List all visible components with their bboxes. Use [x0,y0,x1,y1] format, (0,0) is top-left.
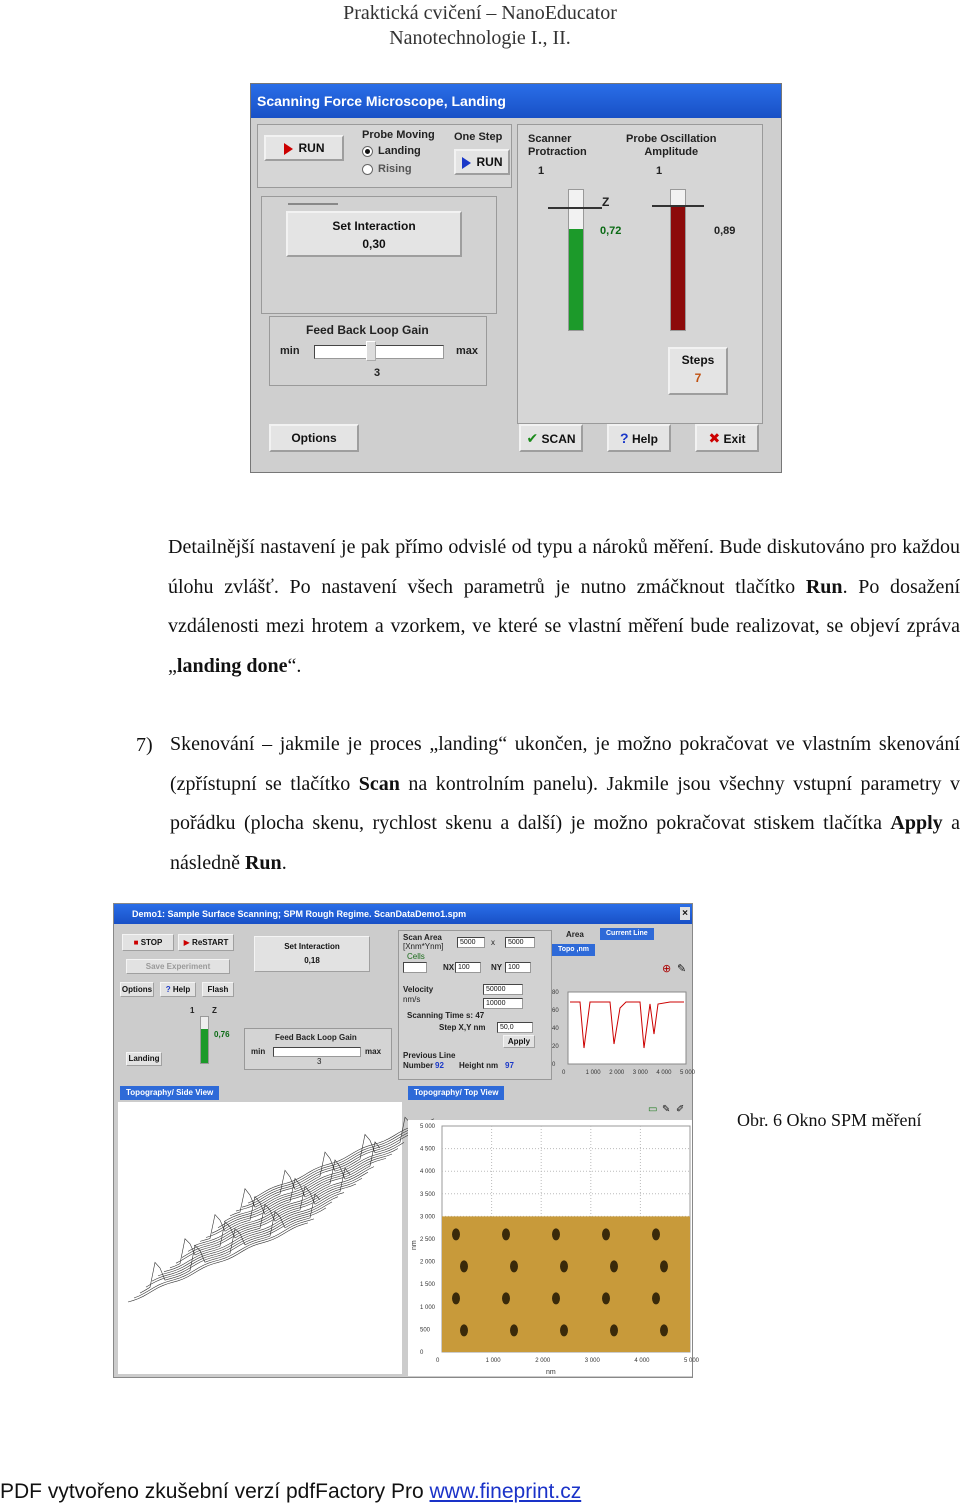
restart-label: ReSTART [192,938,229,947]
topography-feature [502,1292,510,1304]
x-sign: x [491,938,495,947]
topography-feature [552,1228,560,1240]
y-tick-label: 500 [420,1327,431,1334]
amplitude-gauge-marker [652,205,704,207]
options-button[interactable]: Options [120,982,154,997]
options-button[interactable]: Options [269,424,359,452]
topography-feature [510,1260,518,1272]
z-label: Z [602,195,610,209]
y-tick-label: 5 000 [420,1124,436,1130]
topography-feature [452,1292,460,1304]
close-icon[interactable]: × [680,907,690,920]
feedback-panel [244,1028,392,1070]
bold-text: Apply [890,812,943,834]
play-icon [284,143,293,155]
side-view-pane [118,1102,402,1374]
edit-icon[interactable]: ✎ [662,1104,671,1115]
question-icon: ? [165,985,171,994]
y-tick-label: 1 500 [420,1282,436,1289]
feedback-max: max [365,1047,382,1056]
velocity-units: nm/s [403,995,421,1004]
gauge-z-label: Z [212,1006,217,1015]
zoom-icon[interactable]: ⊕ [662,963,672,975]
text: “. [287,654,302,677]
monitor-icon[interactable]: ▭ [648,1104,658,1115]
amplitude-gauge [670,189,686,331]
nx-input[interactable]: 100 [455,962,481,973]
y-tick-label: 20 [552,1044,559,1050]
velocity-label: Velocity [403,985,434,994]
probe-oscillation-value: 1 [656,165,663,177]
scan-area-units: [Xnm*Ynm] [403,942,444,951]
scan-window-title: Demo1: Sample Surface Scanning; SPM Rough Regime. ScanDataDemo1.spm [114,904,692,924]
side-view-3d-surface [118,1102,402,1374]
y-tick-label: 3 500 [420,1191,436,1198]
surface-line [200,1142,380,1241]
play-icon [462,157,471,169]
cells-input[interactable] [403,962,427,973]
scan-button-label: SCAN [541,432,576,446]
y-tick-label: 4 500 [420,1146,436,1153]
question-icon: ? [620,430,629,446]
y-tick-label: 2 500 [420,1237,436,1243]
set-interaction-label: Set Interaction [332,219,416,233]
surface-line [206,1158,386,1237]
radio-icon [362,146,373,157]
topography-feature [510,1324,518,1336]
set-interaction-box[interactable] [286,211,462,257]
y-tick-label: 0 [552,1062,556,1068]
surface-line [188,1172,368,1251]
x-tick-label: 0 [436,1358,440,1364]
probe-moving-label: Probe Moving [362,129,435,141]
footer [0,1480,581,1504]
help-label: Help [172,985,191,994]
set-interaction-panel [261,196,497,314]
x-tick-label: 5 000 [684,1358,700,1364]
check-icon: ✔ [526,430,539,446]
help-button-label: Help [631,432,658,446]
plot-area [568,992,686,1064]
feedback-panel [269,316,487,386]
scan-z-gauge-fill [201,1029,208,1063]
y-tick-label: 80 [552,990,559,996]
topography-feature [460,1260,468,1272]
bold-text: Scan [358,772,400,795]
gauge-1-label: 1 [190,1006,195,1015]
z-value: 0,72 [600,225,622,237]
velocity-input-2[interactable]: 10000 [483,998,523,1009]
nx-label: NX [443,963,455,972]
velocity-input[interactable]: 50000 [483,984,523,995]
landing-window-title: Scanning Force Microscope, Landing [251,84,781,118]
topography-feature [460,1324,468,1336]
help-button[interactable] [160,982,196,997]
footer-text: PDF vytvořeno zkušební verzí pdfFactory Pro [0,1480,430,1503]
topography-feature [652,1292,660,1304]
text: . Po dosažení vzdálenosti mezi hrotem a vzorkem, ve které se vlastní měření bude realizovat, se objeví zpráva „ [168,575,960,677]
topography-feature [660,1260,668,1272]
current-line-chart [550,978,694,1078]
rising-radio-label: Rising [378,163,412,175]
x-tick-label: 2 000 [535,1358,551,1364]
y-area-input[interactable]: 5000 [505,937,535,948]
play-icon: ▶ [183,938,190,947]
surface-line [242,1128,422,1207]
apply-button[interactable]: Apply [503,1035,535,1048]
y-unit-label: nm [411,1240,418,1250]
scan-window [113,903,700,1378]
x-tick-label: 5 000 [680,1070,696,1076]
set-interaction-box[interactable] [254,936,370,972]
z-gauge-fill [569,229,583,330]
x-tick-label: 4 000 [656,1070,672,1076]
height-label: Height nm [459,1061,499,1070]
z-gauge-marker [548,207,602,209]
feedback-min: min [251,1047,266,1056]
top-view-chart [408,1120,700,1376]
exit-button-label: Exit [723,432,746,446]
topography-feature [552,1292,560,1304]
y-tick-label: 40 [552,1026,559,1032]
topography-feature [602,1292,610,1304]
stop-button[interactable] [122,934,174,951]
number-value: 92 [435,1061,444,1070]
feedback-value: 3 [374,367,381,379]
stop-label: STOP [140,938,163,947]
one-step-label: One Step [454,131,503,143]
feedback-min-label: min [280,345,300,357]
landing-button[interactable]: Landing [126,1052,162,1066]
surface-line [146,1208,326,1287]
x-tick-label: 4 000 [634,1358,650,1364]
x-tick-label: 2 000 [609,1070,625,1076]
top-view-pane [408,1120,700,1376]
topography-feature [560,1324,568,1336]
text: Detailnější nastavení je pak přímo odvislé od typu a nároků měření. Bude diskutováno pro každou úlohu zvlášť. Po nastavení všech parametrů je nutno zmáčknout tlačítko [168,536,960,598]
landing-radio-label: Landing [378,145,421,157]
x-tick-label: 3 000 [584,1358,600,1364]
x-tick-label: 0 [562,1070,566,1076]
paragraph-scan [170,725,960,883]
probe-moving-panel [257,124,512,188]
y-tick-label: 4 000 [420,1169,436,1176]
set-interaction-value: 0,30 [362,237,386,251]
restart-button[interactable] [178,934,234,951]
scanner-protraction-value: 1 [538,165,545,177]
z-gauge [568,189,584,331]
bold-text: Run [244,851,282,874]
feedback-slider[interactable] [273,1047,361,1057]
text: a následně [170,812,960,874]
scan-area-label: Scan Area [403,933,442,942]
exit-button[interactable] [695,424,759,452]
topography-feature [602,1228,610,1240]
radio-icon [362,164,373,175]
paragraph-landing [168,528,960,686]
area-label: Area [566,930,584,939]
y-tick-label: 3 000 [420,1214,436,1221]
header-title: Praktická cvičení – NanoEducator [343,2,617,24]
step-label: Step X,Y nm [439,1023,486,1032]
landing-window [250,83,782,473]
previous-line-label: Previous Line [403,1051,456,1060]
x-unit-label: nm [546,1369,556,1376]
run-button-label: RUN [298,141,325,155]
help-button[interactable] [607,424,671,452]
gauge-value: 0,76 [214,1030,230,1039]
cells-label: Cells [407,952,425,961]
flash-button[interactable]: Flash [202,982,234,997]
footer-link[interactable]: www.fineprint.cz [429,1480,582,1503]
scanner-protraction-label: Scanner Protraction [528,133,587,158]
scan-button[interactable] [519,424,583,452]
side-view-tab[interactable]: Topography/ Side View [120,1086,219,1100]
x-area-input[interactable]: 5000 [457,937,485,948]
topography-feature [560,1260,568,1272]
topography-feature [452,1228,460,1240]
rising-radio[interactable] [362,163,412,175]
feedback-value: 3 [317,1057,322,1066]
probe-oscillation-label: Probe Oscillation Amplitude [626,133,717,158]
y-tick-label: 60 [552,1008,559,1014]
edit-icon[interactable]: ✎ [677,963,687,975]
current-line-tab[interactable]: Current Line [600,928,654,940]
number-label: Number [403,1061,434,1070]
one-step-run-button[interactable] [454,149,510,175]
bold-text: Run [805,575,843,598]
x-tick-label: 1 000 [585,1070,601,1076]
steps-box[interactable] [668,347,728,395]
topography-feature [660,1324,668,1336]
draw-icon[interactable]: ✐ [676,1104,685,1115]
header-subtitle: Nanotechnologie I., II. [389,27,571,49]
steps-label: Steps [681,353,715,367]
save-experiment-button[interactable]: Save Experiment [126,959,230,974]
scanning-time: Scanning Time s: 47 [407,1011,485,1020]
step-input[interactable]: 50,0 [497,1022,533,1033]
text: . [281,851,287,874]
landing-radio[interactable] [362,145,421,157]
x-tick-label: 3 000 [632,1070,648,1076]
topography-feature [652,1228,660,1240]
amplitude-value: 0,89 [714,225,736,237]
top-view-tab[interactable]: Topography/ Top View [408,1086,504,1100]
feedback-max-label: max [456,345,479,357]
feedback-label: Feed Back Loop Gain [306,323,429,337]
scan-params-panel [398,930,552,1080]
y-tick-label: 0 [420,1350,424,1356]
ny-input[interactable]: 100 [505,962,531,973]
feedback-slider-track[interactable] [314,345,444,359]
list-number: 7) [136,734,153,756]
stop-icon: ■ [133,938,139,947]
figure-caption: Obr. 6 Okno SPM měření [737,1110,922,1130]
set-interaction-value: 0,18 [304,956,320,965]
run-button[interactable] [264,135,344,161]
topo-tab[interactable]: Topo ,nm [552,944,595,956]
height-value: 97 [505,1061,514,1070]
amplitude-gauge-fill [671,205,685,330]
ny-label: NY [491,963,503,972]
topography-feature [610,1324,618,1336]
bold-text: landing done [176,654,288,677]
scan-z-gauge [200,1016,209,1064]
set-interaction-label: Set Interaction [284,942,340,951]
one-step-run-label: RUN [476,155,503,169]
gauges-panel [517,124,763,424]
text: Skenování – jakmile je proces „landing“ ukončen, je možno pokračovat ve vlastním skenování (zpřístupní se tlačítko [170,733,960,795]
feedback-slider-thumb[interactable] [366,341,376,361]
feedback-label: Feed Back Loop Gain [275,1033,357,1042]
topography-feature [502,1228,510,1240]
close-icon: ✖ [708,430,721,446]
surface-line [170,1168,350,1268]
separator [288,203,338,205]
y-tick-label: 1 000 [420,1304,436,1311]
steps-value: 7 [694,371,702,385]
topography-feature [610,1260,618,1272]
y-tick-label: 2 000 [420,1259,436,1266]
x-tick-label: 1 000 [485,1358,501,1364]
surface-line [236,1132,416,1211]
text: na kontrolním panelu). Jakmile jsou všechny vstupní parametry v pořádku (plocha skenu, rychlost skenu a další) je možno pokračovat stiskem tlačítka [170,772,960,834]
